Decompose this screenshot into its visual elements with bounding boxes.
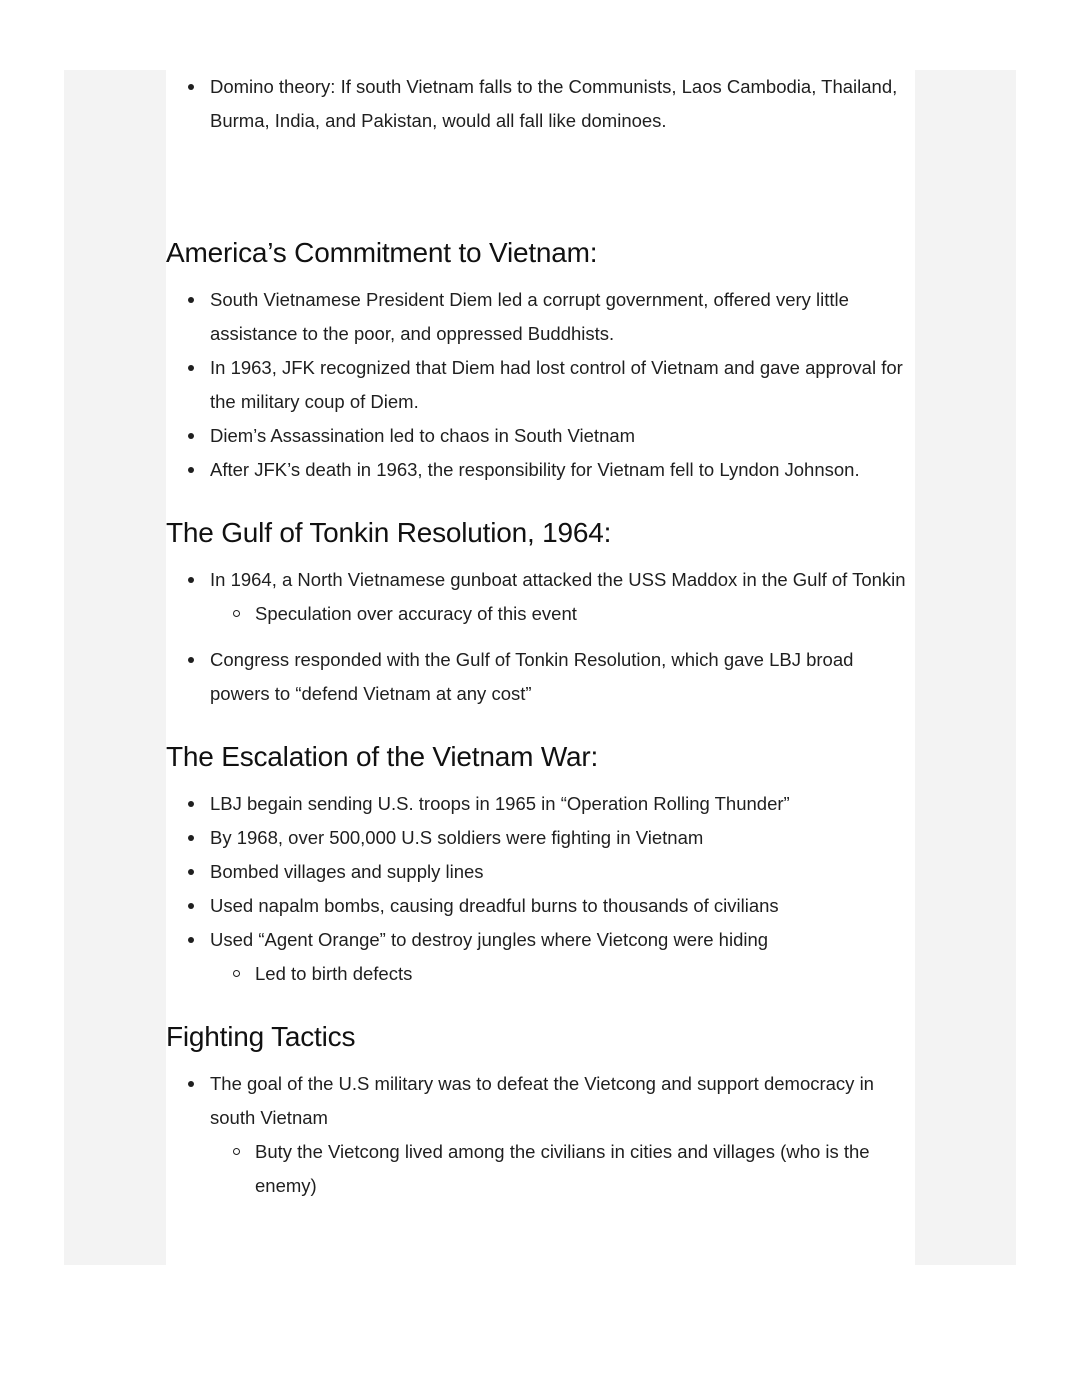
section-heading-commitment: America’s Commitment to Vietnam:: [166, 237, 598, 268]
list-item: Domino theory: If south Vietnam falls to the Communists, Laos Cambodia, Thailand, Burma, India, and Pakistan, would all fall like dominoes.: [166, 70, 915, 138]
page-margin-right: [915, 70, 1016, 1265]
section-heading-tonkin: The Gulf of Tonkin Resolution, 1964:: [166, 517, 612, 548]
tonkin-list: [166, 563, 915, 711]
list-item: In 1963, JFK recognized that Diem had lost control of Vietnam and gave approval for the military coup of Diem.: [166, 351, 915, 419]
escalation-list: [166, 787, 915, 991]
list-item: In 1964, a North Vietnamese gunboat attacked the USS Maddox in the Gulf of Tonkin: [166, 563, 915, 597]
list-item: After JFK’s death in 1963, the responsibility for Vietnam fell to Lyndon Johnson.: [166, 453, 915, 487]
list-item: South Vietnamese President Diem led a corrupt government, offered very little assistance to the poor, and oppressed Buddhists.: [166, 283, 915, 351]
sub-list-item: Buty the Vietcong lived among the civilians in cities and villages (who is the enemy): [166, 1135, 915, 1203]
list-item: LBJ begain sending U.S. troops in 1965 in “Operation Rolling Thunder”: [166, 787, 915, 821]
list-item: Diem’s Assassination led to chaos in South Vietnam: [166, 419, 915, 453]
list-item: Used “Agent Orange” to destroy jungles where Vietcong were hiding: [166, 923, 915, 957]
list-item: Used napalm bombs, causing dreadful burns to thousands of civilians: [166, 889, 915, 923]
list-item: The goal of the U.S military was to defeat the Vietcong and support democracy in south Vietnam: [166, 1067, 915, 1135]
section-heading-escalation: The Escalation of the Vietnam War:: [166, 741, 599, 772]
sub-list-item: Led to birth defects: [166, 957, 915, 991]
section-heading-tactics: Fighting Tactics: [166, 1021, 356, 1052]
sub-list-item: Speculation over accuracy of this event: [166, 597, 915, 631]
document-body: [166, 70, 915, 1203]
page-margin-left: [64, 70, 166, 1265]
list-item: Bombed villages and supply lines: [166, 855, 915, 889]
commitment-list: [166, 283, 915, 487]
tactics-list: [166, 1067, 915, 1203]
list-item: Congress responded with the Gulf of Tonkin Resolution, which gave LBJ broad powers to “defend Vietnam at any cost”: [166, 643, 915, 711]
intro-list: [166, 70, 915, 138]
list-item: By 1968, over 500,000 U.S soldiers were fighting in Vietnam: [166, 821, 915, 855]
